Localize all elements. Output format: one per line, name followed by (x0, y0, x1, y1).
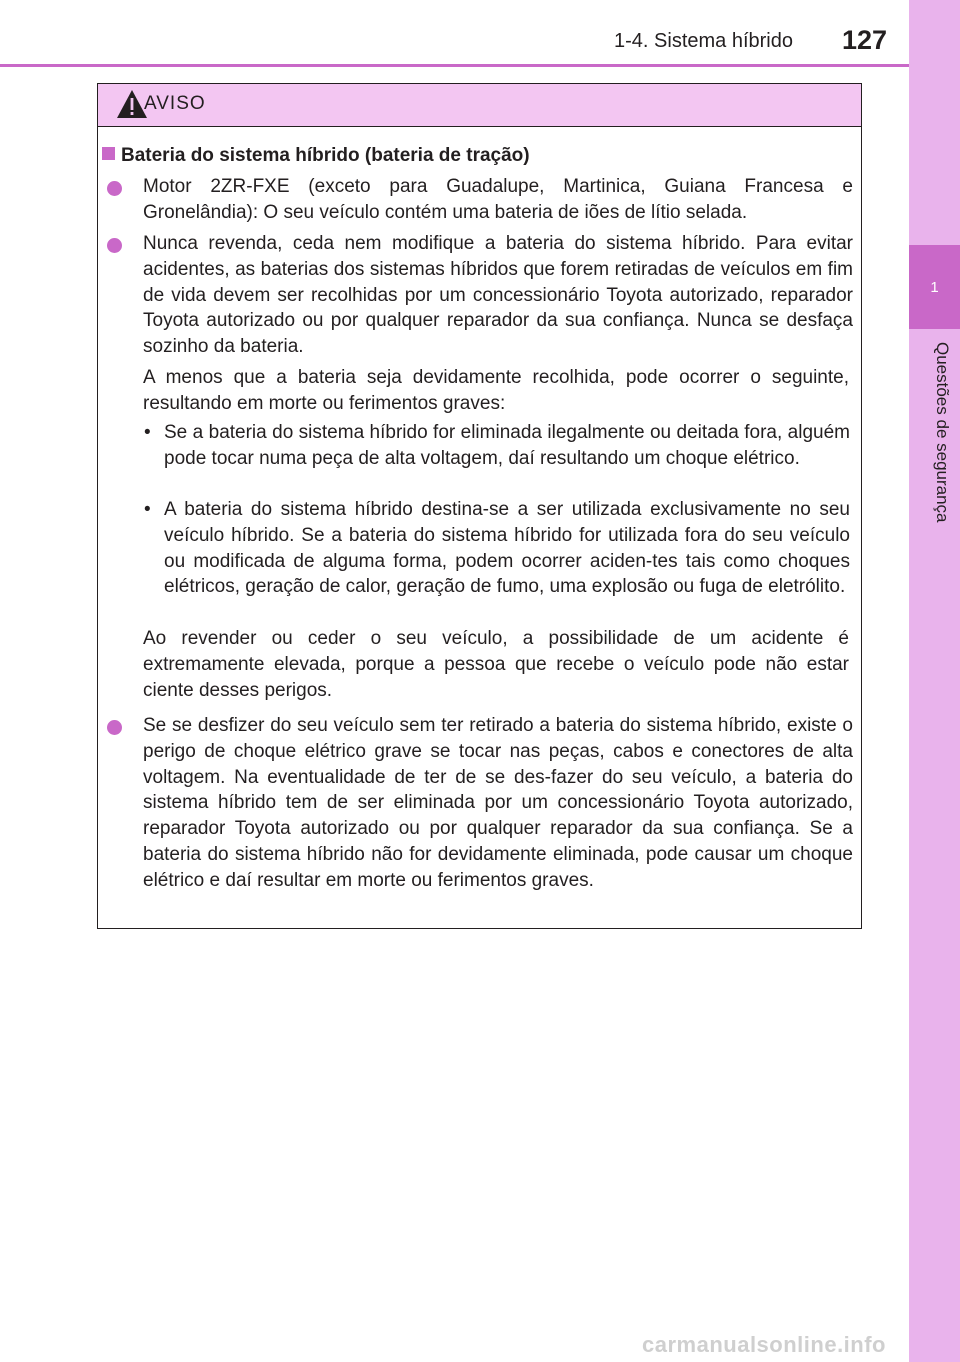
header-divider (0, 64, 909, 67)
square-bullet-icon (102, 147, 115, 160)
warning-title: AVISO (144, 93, 206, 114)
side-chapter-tab (909, 0, 960, 1362)
bullet-text-2-continued: A menos que a bateria seja devidamente recolhida, pode ocorrer o seguinte, resultando em morte ou ferimentos graves: (143, 367, 849, 414)
chapter-number: 1 (930, 278, 939, 296)
subheading-text: Bateria do sistema híbrido (bateria de tração) (121, 145, 530, 166)
warning-box: AVISO Bateria do sistema híbrido (bateria de tração) Motor 2ZR-FXE (exceto para Guadalupe, Martinica, Guiana Francesa e Gronelândia): O seu veículo contém uma bateria de iões de lítio selada. Nunca revenda, ceda nem modifique a bateria do sistema híbrido. Para evitar acidentes, as baterias dos sistemas híbridos que forem retiradas de veículos em fim de vida devem ser recolhidas por um concessionário Toyota autorizado, reparador Toyota autorizado ou por qualquer reparador da sua confiança. Nunca se desfaça sozinho da bateria. A menos que a bateria seja devidamente recolhida, pode ocorrer o seguinte, resultando em morte ou ferimentos graves: • Se a bateria do sistema híbrido for eliminada ilegalmente ou deitada fora, alguém pode tocar numa peça de alta voltagem, daí resultando um choque elétrico. • A bateria do sistema híbrido destina-se a ser utilizada exclusivamente no seu veículo híbrido. Se a bateria do sistema híbrido for utilizada fora do seu veículo ou modificada de alguma forma, podem ocorrer aciden-tes tais como choques elétricos, geração de calor, geração de fumo, uma explosão ou fuga de eletrólito. Ao revender ou ceder o seu veículo, a possibilidade de um acidente é extremamente elevada, porque a pessoa que recebe o veículo pode não estar ciente desses perigos. Se se desfizer do seu veículo sem ter retirado a bateria do sistema híbrido, existe o perigo de choque elétrico grave se tocar nas peças, cabos e conectores de alta voltagem. Na eventualidade de ter de se des-fazer do seu veículo, a bateria do sistema híbrido tem de ser eliminada por um concessionário Toyota autorizado, reparador Toyota autorizado ou por qualquer reparador da sua confiança. Se a bateria do sistema híbrido não for devidamente eliminada, pode causar um choque elétrico e daí resultar em morte ou ferimentos graves. (97, 83, 862, 929)
section-title: 1-4. Sistema híbrido (614, 30, 793, 52)
bullet-text-1: Motor 2ZR-FXE (exceto para Guadalupe, Martinica, Guiana Francesa e Gronelândia): O seu veículo contém uma bateria de iões de lítio selada. (143, 176, 853, 223)
watermark: carmanualsonline.info (642, 1332, 886, 1357)
circle-bullet-icon (107, 238, 122, 253)
page-number: 127 (842, 25, 888, 55)
warning-subheading (102, 145, 530, 167)
warning-header (98, 84, 861, 127)
circle-bullet-icon (107, 181, 122, 196)
chapter-number-tab[interactable] (909, 245, 960, 329)
chapter-name: Questões de segurança (933, 342, 952, 523)
circle-bullet-icon (107, 720, 122, 735)
bullet-text-3: Se se desfizer do seu veículo sem ter retirado a bateria do sistema híbrido, existe o perigo de choque elétrico grave se tocar nas peças, cabos e conectores de alta voltagem. Na eventualidade de ter de se des-fazer do seu veículo, a bateria do sistema híbrido tem de ser eliminada por um concessionário Toyota autorizado, reparador Toyota autorizado ou por qualquer reparador da sua confiança. Se a bateria do sistema híbrido não for devidamente eliminada, pode causar um choque elétrico e daí resultar em morte ou ferimentos graves. (143, 715, 853, 891)
resale-note: Ao revender ou ceder o seu veículo, a possibilidade de um acidente é extremamente elevada, porque a pessoa que recebe o veículo pode não estar ciente desses perigos. (143, 628, 849, 701)
dash-item-2-text: A bateria do sistema híbrido destina-se a ser utilizada exclusivamente no seu veículo híbrido. Se a bateria do sistema híbrido for utilizada fora do seu veículo ou modificada de alguma forma, podem ocorrer aciden-tes tais como choques elétricos, geração de calor, geração de fumo, uma explosão ou fuga de eletrólito. (164, 499, 850, 598)
dash-item-1-text: Se a bateria do sistema híbrido for eliminada ilegalmente ou deitada fora, alguém pode tocar numa peça de alta voltagem, daí resultando um choque elétrico. (164, 422, 850, 469)
bullet-text-2: Nunca revenda, ceda nem modifique a bateria do sistema híbrido. Para evitar acidentes, as baterias dos sistemas híbridos que forem retiradas de veículos em fim de vida devem ser recolhidas por um concessionário Toyota autorizado, reparador Toyota autorizado ou por qualquer reparador da sua confiança. Nunca se desfaça sozinho da bateria. (143, 233, 853, 358)
